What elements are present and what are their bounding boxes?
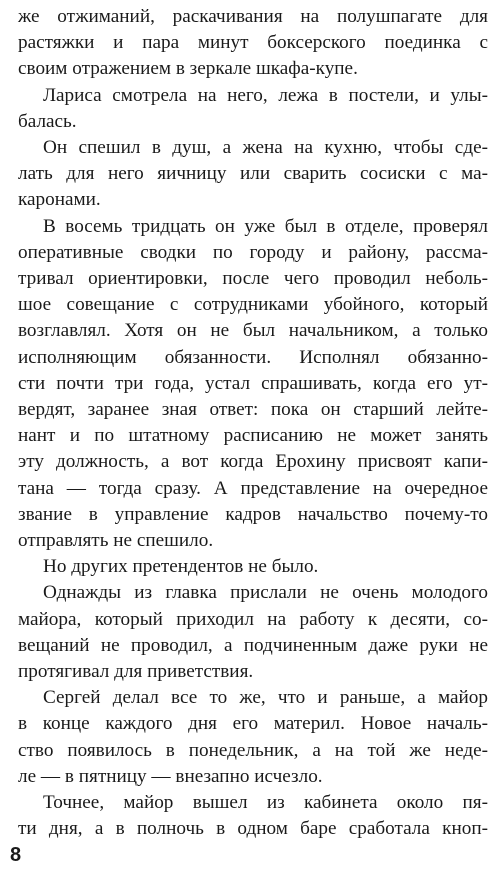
text-line: возглавлял. Хотя он не был начальником, а только (18, 320, 488, 342)
text-line: Лариса смотрела на него, лежа в постели, и улы- (43, 84, 488, 106)
text-line: шое совещание с сотрудниками убойного, который (18, 294, 488, 316)
text-line: растяжки и пара минут боксерского поединка с (18, 32, 488, 54)
text-line: ти дня, а в полночь в одном баре сработала кноп- (18, 818, 488, 840)
text-line: В восемь тридцать он уже был в отделе, проверял (43, 215, 488, 237)
text-line: же отжиманий, раскачивания на полушпагате для (18, 6, 488, 27)
text-line: в конце каждого дня его материл. Новое началь- (18, 713, 488, 735)
text-line: нант и по штатному расписанию не может занять (18, 425, 488, 447)
text-line: ле — в пятницу — внезапно исчезло. (18, 765, 323, 787)
text-line: Сергей делал все то же, что и раньше, а майор (43, 687, 488, 709)
text-line: ство появилось в понедельник, а на той же неде- (18, 739, 488, 761)
page-number: 8 (10, 844, 22, 866)
text-line: исполняющим обязанности. Исполнял обязанно- (18, 346, 488, 368)
text-line: тривал ориентировки, после чего проводил неболь- (18, 268, 488, 289)
text-line: звание в управление кадров начальство почему-то (18, 503, 488, 525)
text-line: оперативные сводки по городу и району, рассма- (18, 241, 488, 263)
text-line: вещаний не проводил, а подчиненным даже руки не (18, 634, 488, 656)
text-line: своим отражением в зеркале шкафа-купе. (18, 58, 358, 80)
text-line: отправлять не спешило. (18, 530, 214, 551)
text-line: Точнее, майор вышел из кабинета около пя- (43, 792, 488, 813)
text-line: Он спешил в душ, а жена на кухню, чтобы сде- (43, 137, 488, 158)
text-line: протягивал для приветствия. (18, 661, 254, 682)
text-line: майора, который приходил на работу к десяти, со- (18, 608, 488, 630)
text-line: тана — тогда сразу. А представление на очередное (18, 477, 488, 499)
text-line: лать для него яичницу или сварить сосиски с ма- (18, 163, 488, 185)
text-line: каронами. (18, 189, 101, 211)
text-line: балась. (18, 110, 77, 132)
text-line: Однажды из главка прислали не очень молодого (43, 582, 488, 604)
text-line: эту должность, а вот когда Ерохину присвоят капи- (18, 451, 488, 473)
text-line: сти почти три года, устал спрашивать, когда его ут- (18, 372, 488, 394)
text-line: Но других претендентов не было. (43, 556, 319, 578)
text-line: вердят, заранее зная ответ: пока он старший лейте- (18, 399, 488, 420)
